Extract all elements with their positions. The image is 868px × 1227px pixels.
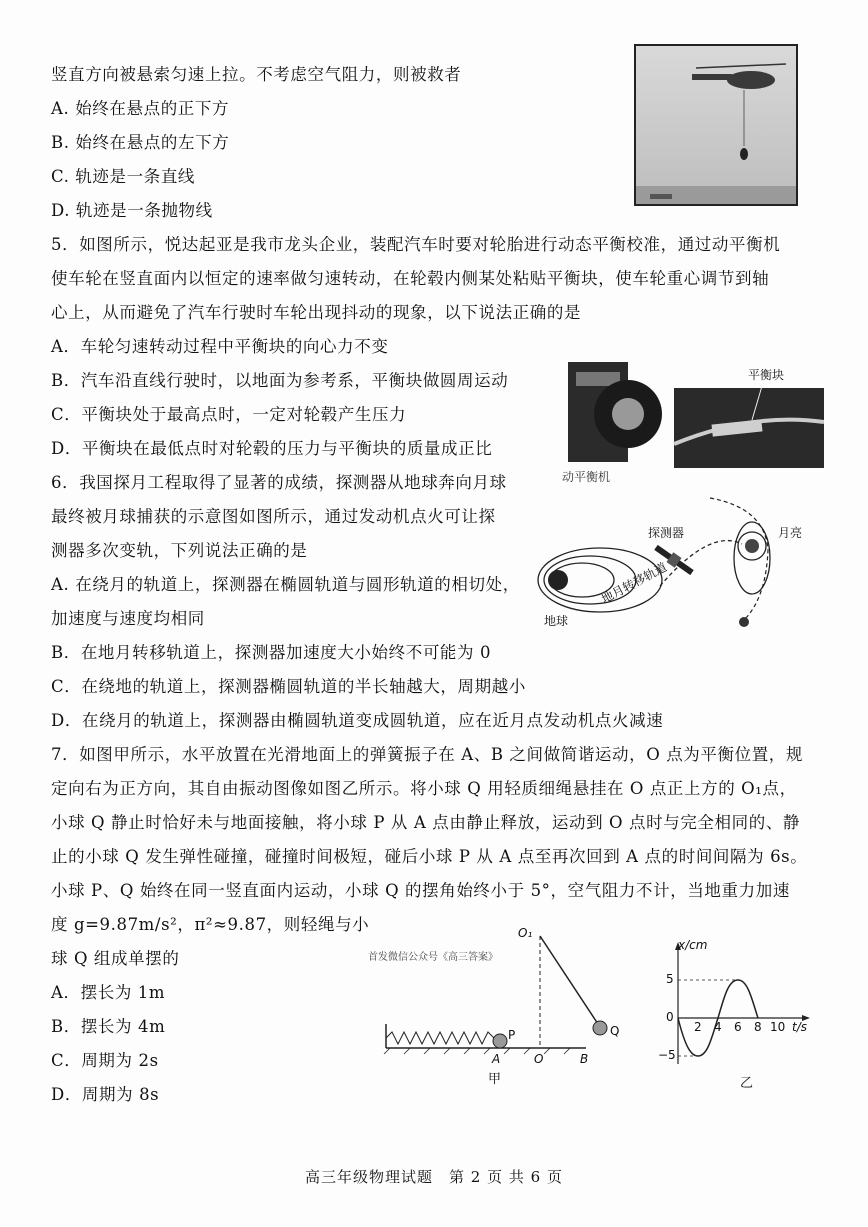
tick-10: 10 [770,1020,786,1034]
tick-2: 2 [694,1020,702,1034]
graph-x-label: t/s [792,1020,807,1034]
q6-option-a-line-1: A. 在绕月的轨道上，探测器在椭圆轨道与圆形轨道的相切处， [51,575,520,594]
q7-option-c: C．周期为 2s [51,1051,159,1070]
tick-minus-5: −5 [658,1048,676,1062]
figure-jia-caption: 甲 [488,1072,502,1087]
transfer-orbit-label: 地月转移轨道 [598,559,670,607]
label-q: Q [610,1024,620,1038]
helicopter-photo [634,44,798,206]
q7-stem-line-6: 度 g=9.87m/s²，π²≈9.87，则轻绳与小 [51,915,370,934]
ball-q [593,1021,607,1035]
moon-label: 月亮 [778,526,803,540]
tick-5: 5 [666,972,674,986]
probe-label: 探测器 [648,526,685,540]
earth-label: 地球 [544,614,569,628]
q7-option-b: B．摆长为 4m [51,1017,166,1036]
q6-option-d: D．在绕月的轨道上，探测器由椭圆轨道变成圆轨道，应在近月点发动机点火减速 [51,711,664,730]
label-o: O [534,1052,544,1066]
balance-block-label: 平衡块 [748,368,785,382]
q7-stem-line-2: 定向右为正方向，其自由振动图像如图乙所示。将小球 Q 用轻质细绳悬挂在 O 点正上方的 O₁点， [51,779,797,798]
q5-option-b: B．汽车沿直线行驶时，以地面为参考系，平衡块做圆周运动 [51,371,509,390]
q6-option-c: C．在绕地的轨道上，探测器椭圆轨道的半长轴越大，周期越小 [51,677,526,696]
q4-option-a: A. 始终在悬点的正下方 [51,99,230,118]
q5-stem-line-2: 使车轮在竖直面内以恒定的速率做匀速转动，在轮毂内侧某处粘贴平衡块，使车轮重心调节到轴 [51,269,770,288]
q5-stem-line-1: 5．如图所示，悦达起亚是我市龙头企业，装配汽车时要对轮胎进行动态平衡校准，通过动平衡机 [51,235,781,254]
earth-moon-orbit-figure [530,488,830,638]
vibration-graph [656,940,816,1090]
q5-option-d: D．平衡块在最低点时对轮毂的压力与平衡块的质量成正比 [51,439,493,458]
q6-stem-line-1: 6．我国探月工程取得了显著的成绩，探测器从地球奔向月球 [51,473,507,492]
q7-option-a: A．摆长为 1m [51,983,166,1002]
q7-stem-line-4: 止的小球 Q 发生弹性碰撞，碰撞时间极短，碰后小球 P 从 A 点至再次回到 A 点的时间间隔为 6s。 [51,847,808,866]
q7-stem-line-5: 小球 P、Q 始终在同一竖直面内运动，小球 Q 的摆角始终小于 5°，空气阻力不计，当地重力加速 [51,881,790,900]
figure-yi-caption: 乙 [740,1076,754,1091]
moon-icon [745,539,759,553]
q4-option-d: D. 轨迹是一条抛物线 [51,201,213,220]
page-footer: 高三年级物理试题 第 2 页 共 6 页 [305,1168,563,1186]
q5-option-a: A．车轮匀速转动过程中平衡块的向心力不变 [51,337,389,356]
ball-p [493,1034,507,1048]
q6-option-b: B．在地月转移轨道上，探测器加速度大小始终不可能为 0 [51,643,492,662]
spring-pendulum-diagram [380,924,640,1074]
q6-stem-line-2: 最终被月球捕获的示意图如图所示，通过发动机点火可让探 [51,507,496,526]
q7-stem-line-7: 球 Q 组成单摆的 [51,949,180,968]
q7-option-d: D．周期为 8s [51,1085,160,1104]
tick-4: 4 [714,1020,722,1034]
vibration-graph-svg [656,940,816,1070]
label-b: B [580,1052,589,1066]
q7-stem-line-3: 小球 Q 静止时恰好未与地面接触，将小球 P 从 A 点由静止释放，运动到 O 点时与完全相同的、静 [51,813,801,832]
balancing-machine-figure [562,352,826,484]
q7-stem-line-1: 7．如图甲所示，水平放置在光滑地面上的弹簧振子在 A、B 之间做简谐运动，O 点为平衡位置，规 [51,745,803,764]
graph-y-label: x/cm [678,938,708,952]
q5-stem-line-3: 心上，从而避免了汽车行驶时车轮出现抖动的现象，以下说法正确的是 [51,303,582,322]
q4-option-c: C. 轨迹是一条直线 [51,167,196,186]
orbit-diagram [530,488,830,638]
tick-6: 6 [734,1020,742,1034]
tick-8: 8 [754,1020,762,1034]
label-o1: O₁ [518,926,533,940]
balancing-machine-caption: 动平衡机 [562,470,611,484]
label-a: A [492,1052,501,1066]
label-p: P [508,1028,516,1042]
balancing-machine-icon [562,352,826,470]
q6-option-a-line-2: 加速度与速度均相同 [51,609,205,628]
q4-stem: 竖直方向被悬索匀速上拉。不考虑空气阻力，则被救者 [51,65,462,84]
watermark: 首发微信公众号《高三答案》 [368,952,498,963]
q6-stem-line-3: 测器多次变轨，下列说法正确的是 [51,541,308,560]
helicopter-icon [636,46,796,204]
q4-option-b: B. 始终在悬点的左下方 [51,133,230,152]
tick-0: 0 [666,1010,674,1024]
earth-icon [548,570,568,590]
q5-option-c: C．平衡块处于最高点时，一定对轮毂产生压力 [51,405,407,424]
